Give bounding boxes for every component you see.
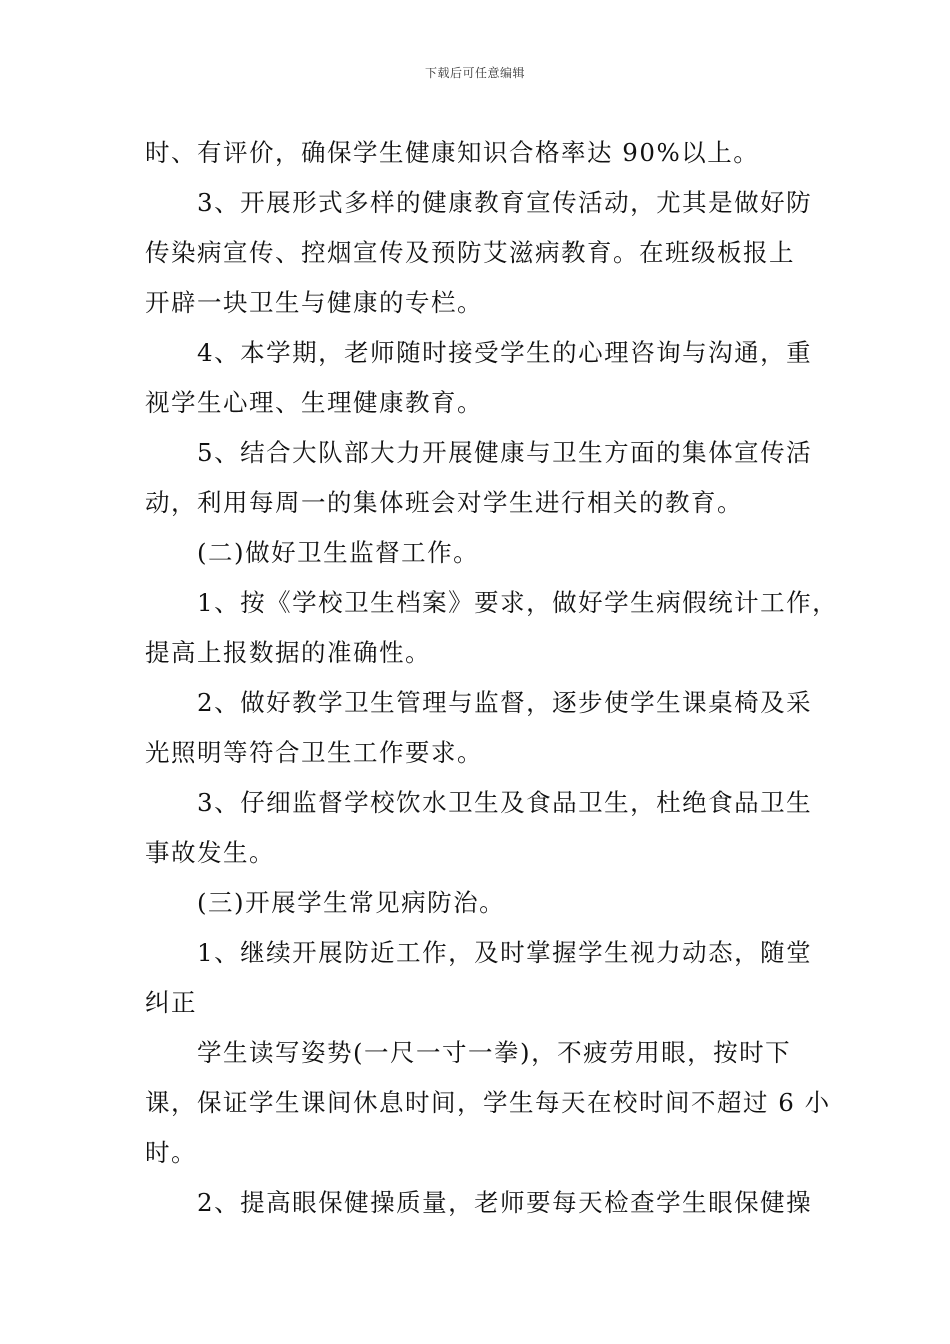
text-line: 1、继续开展防近工作，及时掌握学生视力动态，随堂 [197, 938, 813, 967]
text-line: 动，利用每周一的集体班会对学生进行相关的教育。 [145, 488, 743, 517]
text-line: 2、做好教学卫生管理与监督，逐步使学生课桌椅及采 [197, 688, 813, 717]
text-line: 开辟一块卫生与健康的专栏。 [145, 288, 483, 317]
text-line: 1、按《学校卫生档案》要求，做好学生病假统计工作， [197, 588, 839, 617]
text-line: 提高上报数据的准确性。 [145, 638, 431, 667]
text-line: 2、提高眼保健操质量，老师要每天检查学生眼保健操 [197, 1188, 813, 1217]
text-line: 3、仔细监督学校饮水卫生及食品卫生，杜绝食品卫生 [197, 788, 813, 817]
text-line: 时。 [145, 1138, 197, 1167]
section-heading: (二)做好卫生监督工作。 [197, 538, 480, 567]
text-line: 视学生心理、生理健康教育。 [145, 388, 483, 417]
text-line: 光照明等符合卫生工作要求。 [145, 738, 483, 767]
text-line: 传染病宣传、控烟宣传及预防艾滋病教育。在班级板报上 [145, 238, 795, 267]
text-line: 时、有评价，确保学生健康知识合格率达 90%以上。 [145, 138, 760, 167]
text-line: 4、本学期，老师随时接受学生的心理咨询与沟通，重 [197, 338, 813, 367]
text-line: 事故发生。 [145, 838, 275, 867]
page-header-note: 下载后可任意编辑 [424, 66, 525, 80]
text-line: 5、结合大队部大力开展健康与卫生方面的集体宣传活 [197, 438, 813, 467]
text-line: 学生读写姿势(一尺一寸一拳)，不疲劳用眼，按时下 [197, 1038, 792, 1067]
text-line: 纠正 [145, 988, 197, 1017]
text-line: 课，保证学生课间休息时间，学生每天在校时间不超过 6 小 [145, 1088, 831, 1117]
text-line: 3、开展形式多样的健康教育宣传活动，尤其是做好防 [197, 188, 813, 217]
section-heading: (三)开展学生常见病防治。 [197, 888, 506, 917]
document-body [145, 128, 839, 1228]
